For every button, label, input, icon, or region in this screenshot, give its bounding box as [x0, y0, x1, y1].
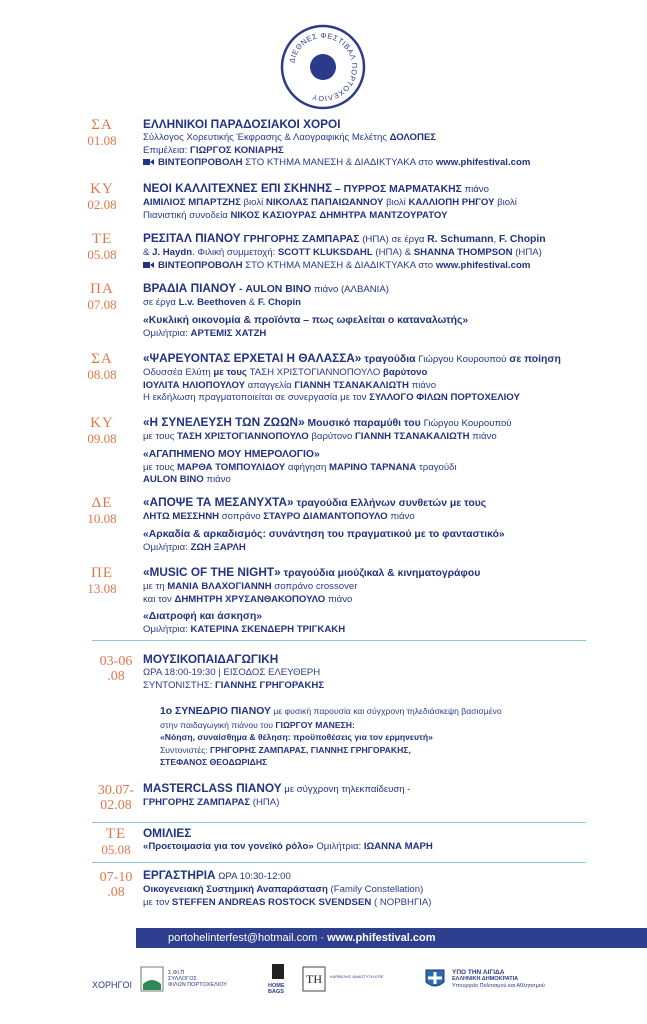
event-day: ΔΕ: [91, 495, 113, 511]
event-item: [143, 117, 583, 170]
sponsor-home-bags: HOME BAGS: [268, 983, 285, 995]
event-title: MASTERCLASS ΠΙΑΝΟΥ: [143, 781, 282, 795]
event-title: ΝΕΟΙ ΚΑΛΛΙΤΕΧΝΕΣ ΕΠΙ ΣΚΗΝΗΣ: [143, 181, 333, 195]
event-title: ΟΜΙΛΙΕΣ: [143, 826, 192, 840]
event-line: Ομιλήτρια: ΑΡΤΕΜΙΣ ΧΑΤΖΗ: [143, 327, 267, 339]
event-subtitle: «Διατροφή και άσκηση»: [143, 611, 263, 623]
event-line: Επιμέλεια: ΓΙΩΡΓΟΣ ΚΟΝΙΑΡΗΣ: [143, 144, 284, 156]
event-line: ΛΗΤΩ ΜΕΣΣΗΝΗ σοπράνο ΣΤΑΥΡΟ ΔΙΑΜΑΝΤΟΠΟΥΛΟ πιάνο: [143, 511, 415, 522]
event-date: 13.08: [87, 581, 117, 596]
sponsor-sfp: Σ.ΦΙ.Π ΣΥΛΛΟΓΟΣ ΦΙΛΩΝ ΠΟΡΤΟΧΕΛΙΟΥ: [168, 970, 227, 988]
sfp-logo-icon: [140, 966, 164, 992]
event-day: ΠΕ: [91, 565, 113, 581]
event-title: «MUSIC OF THE NIGHT»: [143, 565, 281, 579]
event-date: .08: [107, 885, 125, 900]
home-bags-logo-icon: [270, 962, 286, 980]
event-subtitle: «Κυκλική οικονομία & προϊόντα – πως ωφελείται ο καταναλωτής»: [143, 314, 469, 326]
greek-coat-of-arms-icon: [424, 968, 446, 992]
sponsor-ministry: ΥΠΟ ΤΗΝ ΑΙΓΙΔΑ ΕΛΛΗΝΙΚΗ ΔΗΜΟΚΡΑΤΙΑ Υπουργείο Πολιτισμού και Αθλητισμού: [452, 969, 545, 989]
contact-bar: portohelinterfest@hotmail.com · www.phifestival.com: [136, 928, 647, 948]
event-title: ΕΡΓΑΣΤΗΡΙΑ: [143, 868, 216, 882]
event-line: Οδυσσέα Ελύτη με τους ΤΑΣΗ ΧΡΙΣΤΟΓΙΑΝΝΟΠΟΥΛΟ βαρύτονο: [143, 367, 428, 378]
sponsor-karvelis: ΚΑΡΒΕΛΗΣ ΑΝΑΠΤΥΞΗ ΕΠΕ: [330, 974, 384, 979]
event-line: ΙΟΥΛΙΤΑ ΗΛΙΟΠΟΥΛΟΥ απαγγελία ΓΙΑΝΝΗ ΤΣΑΝΑΚΑΛΙΩΤΗ πιάνο: [143, 379, 437, 391]
svg-text:ΤΗ: ΤΗ: [306, 972, 322, 986]
event-line: σε έργα L.v. Beethoven & F. Chopin: [143, 297, 302, 308]
event-line: Ομιλήτρια: ΚΑΤΕΡΙΝΑ ΣΚΕΝΔΕΡΗ ΤΡΙΓΚΑΚΗ: [143, 624, 346, 636]
event-title: ΕΛΛΗΝΙΚΟΙ ΠΑΡΑΔΟΣΙΑΚΟΙ ΧΟΡΟΙ: [143, 117, 341, 131]
event-title: «Η ΣΥΝΕΛΕΥΣΗ ΤΩΝ ΖΩΩΝ»: [143, 415, 305, 429]
karvelis-logo-icon: [302, 966, 326, 992]
event-item: ΝΕΟΙ ΚΑΛΛΙΤΕΧΝΕΣ ΕΠΙ ΣΚΗΝΗΣ – ΠΥΡΡΟΣ ΜΑΡΜΑΤΑΚΗΣ πιάνο ΑΙΜΙΛΙΟΣ ΜΠΑΡΤΖΗΣ βιολί ΝΙΚΟΛΑΣ ΠΑΠΑΙΩΑΝΝΟΥ βιολί ΚΑΛΛΙΟΠΗ ΡΗΓΟΥ βιολί Πιανιστική συνοδεία ΝΙΚΟΣ ΚΑΣΙΟΥΡΑΣ ΔΗΜΗΤΡΑ ΜΑΝΤΖΟΥΡΑΤΟΥ: [143, 181, 583, 222]
event-line: και τον ΔΗΜΗΤΡΗ ΧΡΥΣΑΝΘΑΚΟΠΟΥΛΟ πιάνο: [143, 593, 353, 605]
event-line: με τους ΤΑΣΗ ΧΡΙΣΤΟΓΙΑΝΝΟΠΟΥΛΟ βαρύτονο ΓΙΑΝΝΗ ΤΣΑΝΑΚΑΛΙΩΤΗ πιάνο: [143, 431, 497, 442]
event-line: ΒΙΝΤΕΟΠΡΟΒΟΛΗ ΣΤΟ ΚΤΗΜΑ ΜΑΝΕΣΗ & ΔΙΑΔΙΚΤΥΑΚΑ στο www.phifestival.com: [143, 157, 583, 170]
event-date: 10.08: [87, 511, 117, 526]
event-subtitle: «Αρκαδία & αρκαδισμός: συνάντηση του πραγματικού με το φανταστικό»: [143, 528, 505, 540]
event-item: «ΨΑΡΕΥΟΝΤΑΣ ΕΡΧΕΤΑΙ Η ΘΑΛΑΣΣΑ» τραγούδια Γιώργου Κουρουπού σε ποίηση Οδυσσέα Ελύτη με τους ΤΑΣΗ ΧΡΙΣΤΟΓΙΑΝΝΟΠΟΥΛΟ βαρύτονο ΙΟΥΛΙΤΑ ΗΛΙΟΠΟΥΛΟΥ απαγγελία ΓΙΑΝΝΗ ΤΣΑΝΑΚΑΛΙΩΤΗ πιάνο Η εκδήλωση πραγματοποιείται σε συνεργασία με τον ΣΥΛΛΟΓΟ ΦΙΛΩΝ ΠΟΡΤΟΧΕΛΙΟΥ: [143, 351, 583, 405]
event-date: 02.08: [87, 197, 117, 212]
event-date: 30.07-: [97, 783, 135, 798]
event-item: «ΑΠΟΨΕ ΤΑ ΜΕΣΑΝΥΧΤΑ» τραγούδια Ελλήνων συνθετών με τους ΛΗΤΩ ΜΕΣΣΗΝΗ σοπράνο ΣΤΑΥΡΟ ΔΙΑΜΑΝΤΟΠΟΥΛΟ πιάνο «Αρκαδία & αρκαδισμός: συνάντηση του πραγματικού με το φανταστικό» Ομιλήτρια: ΖΩΗ ΞΑΡΛΗ: [143, 495, 583, 554]
event-line: ΑΙΜΙΛΙΟΣ ΜΠΑΡΤΖΗΣ βιολί ΝΙΚΟΛΑΣ ΠΑΠΑΙΩΑΝΝΟΥ βιολί ΚΑΛΛΙΟΠΗ ΡΗΓΟΥ βιολί: [143, 197, 517, 208]
event-time: ΩΡΑ 18:00-19:30 | ΕΙΣΟΔΟΣ ΕΛΕΥΘΕΡΗ: [143, 667, 321, 678]
event-date: 03-06: [99, 654, 133, 669]
event-day: ΤΕ: [105, 826, 127, 842]
event-date: 05.08: [101, 842, 131, 857]
event-day: ΚΥ: [90, 415, 114, 431]
contact-email[interactable]: portohelinterfest@hotmail.com: [168, 932, 318, 944]
event-title: ΒΡΑΔΙΑ ΠΙΑΝΟΥ: [143, 281, 237, 295]
conference-subtitle: «Νόηση, συναίσθημα & θέληση: προϋποθέσεις για τον ερμηνευτή»: [160, 732, 433, 743]
event-subtitle: «ΑΓΑΠΗΜΕΝΟ ΜΟΥ ΗΜΕΡΟΛΟΓΙΟ»: [143, 448, 320, 460]
event-line: Σύλλογος Χορευτικής Έκφρασης & Λαογραφικής Μελέτης ΔΟΛΟΠΕΣ: [143, 132, 437, 143]
event-title: «ΨΑΡΕΥΟΝΤΑΣ ΕΡΧΕΤΑΙ Η ΘΑΛΑΣΣΑ»: [143, 351, 362, 365]
website-link[interactable]: www.phifestival.com: [327, 932, 436, 944]
event-date: 07.08: [87, 297, 117, 312]
event-date: 05.08: [87, 247, 117, 262]
event-day: ΤΕ: [91, 231, 113, 247]
divider: [92, 862, 586, 863]
sponsors-label: ΧΟΡΗΓΟΙ: [92, 980, 132, 990]
coordinator-name: ΓΙΑΝΝΗΣ ΓΡΗΓΟΡΑΚΗΣ: [214, 679, 325, 691]
divider: [92, 640, 586, 641]
video-camera-icon: [143, 261, 154, 269]
divider: [92, 822, 586, 823]
event-day: ΣΑ: [91, 351, 113, 367]
event-item: ΡΕΣΙΤΑΛ ΠΙΑΝΟΥ ΓΡΗΓΟΡΗΣ ΖΑΜΠΑΡΑΣ (ΗΠΑ) σε έργα R. Schumann, F. Chopin & J. Haydn. Φιλική συμμετοχή: SCOTT KLUKSDAHL (ΗΠΑ) & SHANNA THOMPSON (ΗΠΑ) ΒΙΝΤΕΟΠΡΟΒΟΛΗ ΣΤΟ ΚΤΗΜΑ ΜΑΝΕΣΗ & ΔΙΑΔΙΚΤΥΑΚΑ στο www.phifestival.com: [143, 231, 583, 272]
event-day: ΚΥ: [90, 181, 114, 197]
event-line: Ομιλήτρια: ΖΩΗ ΞΑΡΛΗ: [143, 541, 246, 553]
event-date: .08: [107, 669, 125, 684]
event-line: με τους ΜΑΡΘΑ ΤΟΜΠΟΥΛΙΔΟΥ αφήγηση ΜΑΡΙΝΟ ΤΑΡΝΑΝΑ τραγούδι: [143, 461, 457, 473]
event-line: AULON BINO πιάνο: [143, 474, 231, 486]
event-date: 09.08: [87, 431, 117, 446]
event-title: ΡΕΣΙΤΑΛ ΠΙΑΝΟΥ: [143, 231, 241, 245]
event-item: «Η ΣΥΝΕΛΕΥΣΗ ΤΩΝ ΖΩΩΝ» Μουσικό παραμύθι του Γιώργου Κουρουπού με τους ΤΑΣΗ ΧΡΙΣΤΟΓΙΑΝΝΟΠΟΥΛΟ βαρύτονο ΓΙΑΝΝΗ ΤΣΑΝΑΚΑΛΙΩΤΗ πιάνο «ΑΓΑΠΗΜΕΝΟ ΜΟΥ ΗΜΕΡΟΛΟΓΙΟ» με τους ΜΑΡΘΑ ΤΟΜΠΟΥΛΙΔΟΥ αφήγηση ΜΑΡΙΝΟ ΤΑΡΝΑΝΑ τραγούδι AULON BINO πιάνο: [143, 415, 583, 487]
event-item: ΒΡΑΔΙΑ ΠΙΑΝΟΥ - AULON BINO πιάνο (ΑΛΒΑΝΙΑ) σε έργα L.v. Beethoven & F. Chopin «Κυκλική οικονομία & προϊόντα – πως ωφελείται ο καταναλωτής» Ομιλήτρια: ΑΡΤΕΜΙΣ ΧΑΤΖΗ: [143, 281, 583, 340]
event-line: με τη ΜΑΝΙΑ ΒΛΑΧΟΓΙΑΝΝΗ σοπράνο crossover: [143, 581, 358, 592]
event-title: ΜΟΥΣΙΚΟΠΑΙΔΑΓΩΓΙΚΗ: [143, 652, 279, 666]
event-title: «ΑΠΟΨΕ ΤΑ ΜΕΣΑΝΥΧΤΑ»: [143, 495, 294, 509]
festival-logo: [280, 24, 366, 110]
conference-title: 1ο ΣΥΝΕΔΡΙΟ ΠΙΑΝΟΥ: [160, 706, 271, 717]
event-date: 07-10: [99, 870, 133, 885]
event-date: 01.08: [87, 133, 117, 148]
event-line: Η εκδήλωση πραγματοποιείται σε συνεργασία με τον ΣΥΛΛΟΓΟ ΦΙΛΩΝ ΠΟΡΤΟΧΕΛΙΟΥ: [143, 392, 520, 404]
event-day: ΣΑ: [91, 117, 113, 133]
event-line: ΒΙΝΤΕΟΠΡΟΒΟΛΗ ΣΤΟ ΚΤΗΜΑ ΜΑΝΕΣΗ & ΔΙΑΔΙΚΤΥΑΚΑ στο www.phifestival.com: [143, 260, 583, 273]
logo-ring-text: ΔΙΕΘΝΕΣ ΦΕΣΤΙΒΑΛ ΠΟΡΤΟΧΕΛΙΟΥ: [287, 30, 360, 104]
event-date: 08.08: [87, 367, 117, 382]
event-date: 02.08: [100, 798, 132, 813]
event-item: «MUSIC OF THE NIGHT» τραγούδια μιούζικαλ & κινηματογράφου με τη ΜΑΝΙΑ ΒΛΑΧΟΓΙΑΝΝΗ σοπράνο crossover και τον ΔΗΜΗΤΡΗ ΧΡΥΣΑΝΘΑΚΟΠΟΥΛΟ πιάνο «Διατροφή και άσκηση» Ομιλήτρια: ΚΑΤΕΡΙΝΑ ΣΚΕΝΔΕΡΗ ΤΡΙΓΚΑΚΗ: [143, 565, 583, 637]
event-day: ΠΑ: [90, 281, 114, 297]
event-line: Πιανιστική συνοδεία ΝΙΚΟΣ ΚΑΣΙΟΥΡΑΣ ΔΗΜΗΤΡΑ ΜΑΝΤΖΟΥΡΑΤΟΥ: [143, 209, 448, 221]
video-camera-icon: [143, 158, 154, 166]
event-line: & J. Haydn. Φιλική συμμετοχή: SCOTT KLUKSDAHL (ΗΠΑ) & SHANNA THOMPSON (ΗΠΑ): [143, 247, 542, 258]
